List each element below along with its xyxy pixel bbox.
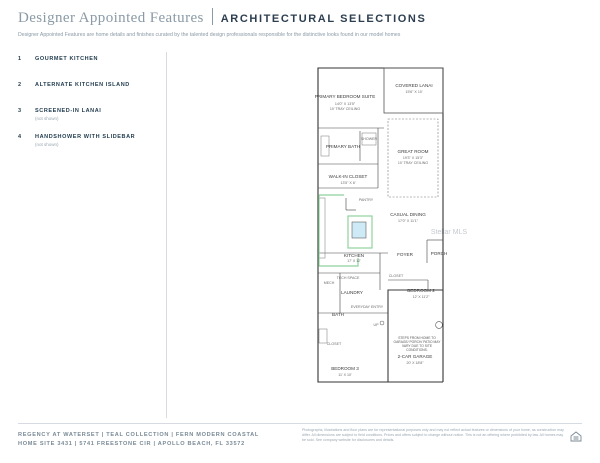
feature-item (18, 108, 158, 134)
feature-label: GOURMET KITCHEN (35, 56, 99, 62)
room-bedroom-3-dim: 11' X 10' (338, 373, 352, 377)
room-mech: MECH (323, 281, 335, 285)
room-up: UP (373, 323, 379, 327)
room-tech-space: TECH SPACE (336, 276, 360, 280)
room-porch: PORCH (430, 251, 448, 256)
column-divider (166, 52, 167, 418)
feature-note: (not shown) (35, 142, 59, 147)
title-divider (212, 8, 213, 25)
garage-steps-note: STEPS FROM HOME TO GARAGE/ PORCH/ PATIO MAY VARY DUE TO SITE CONDITIONS. (393, 336, 441, 352)
room-bedroom-3: BEDROOM 3 (331, 366, 359, 371)
room-primary-suite: PRIMARY BEDROOM SUITE (314, 94, 376, 99)
room-foyer: FOYER (397, 252, 413, 257)
room-walk-in-closet-dim: 13'5" X 6' (340, 181, 356, 185)
room-primary-suite-dim: 14'0" X 13'5" (334, 102, 356, 106)
room-kitchen-dim: 17' X 12' (347, 259, 361, 263)
feature-number: 2 (18, 82, 22, 88)
feature-list (18, 56, 158, 160)
footer-line-2: HOME SITE 3431 | 5741 FREESTONE CIR | APOLLO BEACH, FL 33572 (18, 441, 245, 447)
room-pantry: PANTRY (358, 198, 374, 202)
feature-label: ALTERNATE KITCHEN ISLAND (35, 82, 130, 88)
page-header (18, 8, 588, 46)
room-primary-bath: PRIMARY BATH (326, 144, 360, 149)
room-everyday-entry: EVERYDAY ENTRY (350, 305, 384, 309)
room-garage-dim: 20' X 18'8" (406, 361, 424, 365)
room-laundry: LAUNDRY (341, 290, 363, 295)
feature-item (18, 134, 158, 160)
feature-number: 4 (18, 134, 22, 140)
room-bedroom-2: BEDROOM 2 (407, 288, 435, 293)
room-covered-lanai-dim: 15'6" X 10' (405, 90, 423, 94)
room-great-room-dim: 19'3" X 15'3" (402, 156, 424, 160)
floor-plan (300, 48, 468, 422)
room-great-room-note: 10' TRAY CEILING (397, 161, 429, 165)
room-casual-dining: CASUAL DINING (390, 212, 426, 217)
equal-housing-icon (570, 430, 582, 442)
footer-line-1: REGENCY AT WATERSET | TEAL COLLECTION | FERN MODERN COASTAL (18, 432, 260, 438)
footer-divider (18, 423, 582, 424)
room-kitchen: KITCHEN (343, 253, 365, 258)
watermark: Stellar MLS (430, 229, 468, 236)
title-main: Designer Appointed Features (18, 10, 204, 26)
feature-item (18, 82, 158, 108)
room-garage: 2-CAR GARAGE (397, 354, 433, 359)
room-great-room: GREAT ROOM (397, 149, 429, 154)
room-shower: SHOWER (360, 137, 378, 141)
page-title (18, 8, 426, 27)
room-closet: CLOSET (388, 274, 404, 278)
room-bath: BATH (332, 312, 344, 317)
room-walk-in-closet: WALK-IN CLOSET (328, 174, 368, 179)
page-subtitle: Designer Appointed Features are home details and finishes curated by the talented design professionals responsible for the distinctive looks found in our model homes (18, 32, 401, 38)
room-closet-2: CLOSET (326, 342, 342, 346)
room-bedroom-2-dim: 12' X 11'2" (412, 295, 430, 299)
room-casual-dining-dim: 17'0" X 11'1" (397, 219, 419, 223)
feature-item (18, 56, 158, 82)
title-section: ARCHITECTURAL SELECTIONS (220, 13, 427, 25)
room-primary-suite-note: 10' TRAY CEILING (329, 107, 361, 111)
feature-number: 3 (18, 108, 22, 114)
feature-label: HANDSHOWER WITH SLIDEBAR (35, 134, 136, 140)
feature-number: 1 (18, 56, 22, 62)
room-covered-lanai: COVERED LANAI (395, 83, 433, 88)
feature-note: (not shown) (35, 116, 59, 121)
footer-address (18, 431, 259, 449)
feature-label: SCREENED-IN LANAI (35, 108, 102, 114)
footer-disclaimer: Photographs, illustrations and floor plans are for representational purposes only and may not reflect actual features or dimensions of your home, as construction may differ. All dimensions are subject to field conditions. Prices and offers subject to change without notice. This is not an offering where prohibited by law. All homes may be sold. See company website for disclosures and details. (302, 428, 564, 442)
